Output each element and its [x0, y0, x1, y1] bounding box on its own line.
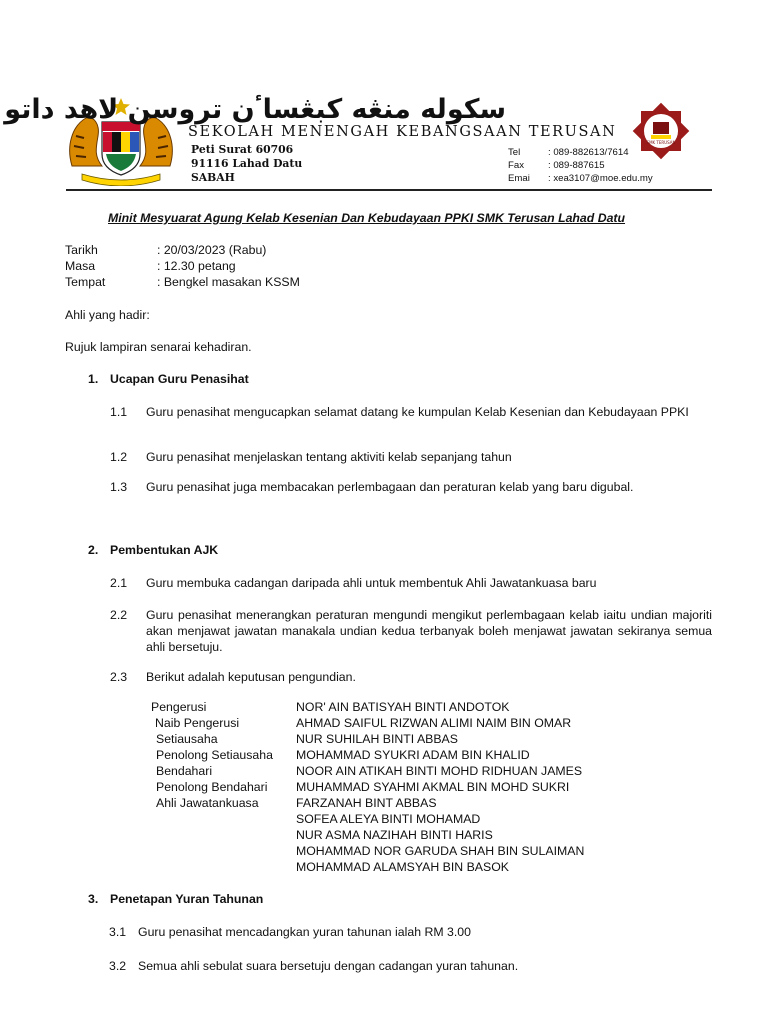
committee-role: Penolong Bendahari [156, 780, 268, 794]
header-divider [66, 189, 712, 191]
committee-member: NOOR AIN ATIKAH BINTI MOHD RIDHUAN JAMES [296, 764, 583, 778]
item-number: 3.1 [109, 925, 127, 939]
committee-role: Penolong Setiausaha [156, 748, 273, 762]
committee-member: MUHAMMAD SYAHMI AKMAL BIN MOHD SUKRI [296, 780, 570, 794]
contact-label: Tel [508, 147, 521, 158]
item-text: Guru penasihat mencadangkan yuran tahunan ialah RM 3.00 [138, 925, 471, 939]
committee-member: AHMAD SAIFUL RIZWAN ALIMI NAIM BIN OMAR [296, 716, 572, 730]
minute-item [110, 575, 712, 591]
item-text: Berikut adalah keputusan pengundian. [146, 670, 356, 684]
attendance-reference: Rujuk lampiran senarai kehadiran. [65, 340, 252, 354]
address-line: 91116 Lahad Datu [191, 157, 303, 170]
section-title: Penetapan Yuran Tahunan [110, 892, 264, 906]
item-number: 1.2 [110, 450, 128, 464]
item-number: 2.1 [110, 576, 128, 590]
section-number: 1. [88, 372, 99, 386]
meta-row [65, 259, 236, 273]
item-number: 1.3 [110, 480, 128, 494]
item-text: Guru penasihat menjelaskan tentang aktiviti kelab sepanjang tahun [146, 450, 512, 464]
committee-member: FARZANAH BINT ABBAS [296, 796, 437, 810]
minute-item [109, 958, 711, 974]
committee-role: Ahli Jawatankuasa [156, 796, 259, 810]
section-heading [88, 892, 263, 906]
committee-member: NUR ASMA NAZIHAH BINTI HARIS [296, 828, 493, 842]
committee-member: NUR SUHILAH BINTI ABBAS [296, 732, 458, 746]
section-heading [88, 372, 249, 386]
committee-role: Bendahari [156, 764, 213, 778]
committee-role: Setiausaha [156, 732, 218, 746]
contact-label: Emai [508, 173, 530, 184]
committee-member: MOHAMMAD ALAMSYAH BIN BASOK [296, 860, 509, 874]
minute-item [110, 479, 712, 495]
item-text: Guru penasihat juga membacakan perlembagaan dan peraturan kelab yang baru digubal. [146, 480, 634, 494]
section-title: Pembentukan AJK [110, 543, 219, 557]
contact-value: : 089-887615 [548, 160, 605, 171]
minute-item [109, 924, 711, 940]
address-line: Peti Surat 60706 [191, 143, 294, 156]
committee-member: MOHAMMAD NOR GARUDA SHAH BIN SULAIMAN [296, 844, 585, 858]
item-text: Guru membuka cadangan daripada ahli untuk membentuk Ahli Jawatankuasa baru [146, 576, 597, 590]
minute-item [110, 669, 712, 685]
school-name-jawi: سكوله منڠه كبڠسا‌ٴن تروسن لاهد داتو [4, 94, 506, 125]
section-title: Ucapan Guru Penasihat [110, 372, 249, 386]
contact-email [508, 172, 653, 185]
meta-row [65, 275, 300, 289]
address-line: SABAH [191, 171, 235, 184]
attendees-label: Ahli yang hadir: [65, 308, 150, 322]
committee-member: SOFEA ALEYA BINTI MOHAMAD [296, 812, 481, 826]
item-number: 1.1 [110, 405, 128, 419]
item-number: 2.2 [110, 608, 128, 622]
minute-item [110, 607, 712, 655]
school-badge-logo [628, 98, 694, 164]
item-text: Semua ahli sebulat suara bersetuju dengan cadangan yuran tahunan. [138, 959, 519, 973]
address-block [191, 143, 302, 185]
meta-key: Tempat [65, 275, 106, 289]
badge-label: SMK TERUSAN [646, 140, 676, 145]
meta-value: : 12.30 petang [157, 259, 236, 273]
committee-role: Naib Pengerusi [155, 716, 240, 730]
item-number: 3.2 [109, 959, 127, 973]
section-heading [88, 543, 218, 557]
meta-value: : 20/03/2023 (Rabu) [157, 243, 267, 257]
meta-key: Masa [65, 259, 96, 273]
committee-member: MOHAMMAD SYUKRI ADAM BIN KHALID [296, 748, 530, 762]
committee-list [153, 699, 713, 879]
meta-value: : Bengkel masakan KSSM [157, 275, 300, 289]
committee-role: Pengerusi [151, 700, 207, 714]
school-name: SEKOLAH MENENGAH KEBANGSAAN TERUSAN [188, 124, 617, 140]
contact-value: : xea3107@moe.edu.my [548, 173, 653, 184]
meta-key: Tarikh [65, 243, 98, 257]
item-text: Guru penasihat menerangkan peraturan mengundi mengikut perlembagaan kelab iaitu undian majoriti akan menjawat jawatan manakala undian kedua terbanyak boleh menjawat jawatan sekiranya semua ahli bersetuju. [146, 608, 712, 654]
item-number: 2.3 [110, 670, 128, 684]
minute-item [110, 404, 712, 420]
committee-member: NOR' AIN BATISYAH BINTI ANDOTOK [296, 700, 510, 714]
contact-label: Fax [508, 160, 524, 171]
item-text: Guru penasihat mengucapkan selamat datang ke kumpulan Kelab Kesenian dan Kebudayaan PPKI [146, 405, 689, 419]
section-number: 3. [88, 892, 99, 906]
contact-value: : 089-882613/7614 [548, 147, 629, 158]
section-number: 2. [88, 543, 99, 557]
meta-row [65, 243, 266, 257]
document-title: Minit Mesyuarat Agung Kelab Kesenian Dan Kebudayaan PPKI SMK Terusan Lahad Datu [108, 211, 626, 225]
minute-item [110, 449, 712, 465]
